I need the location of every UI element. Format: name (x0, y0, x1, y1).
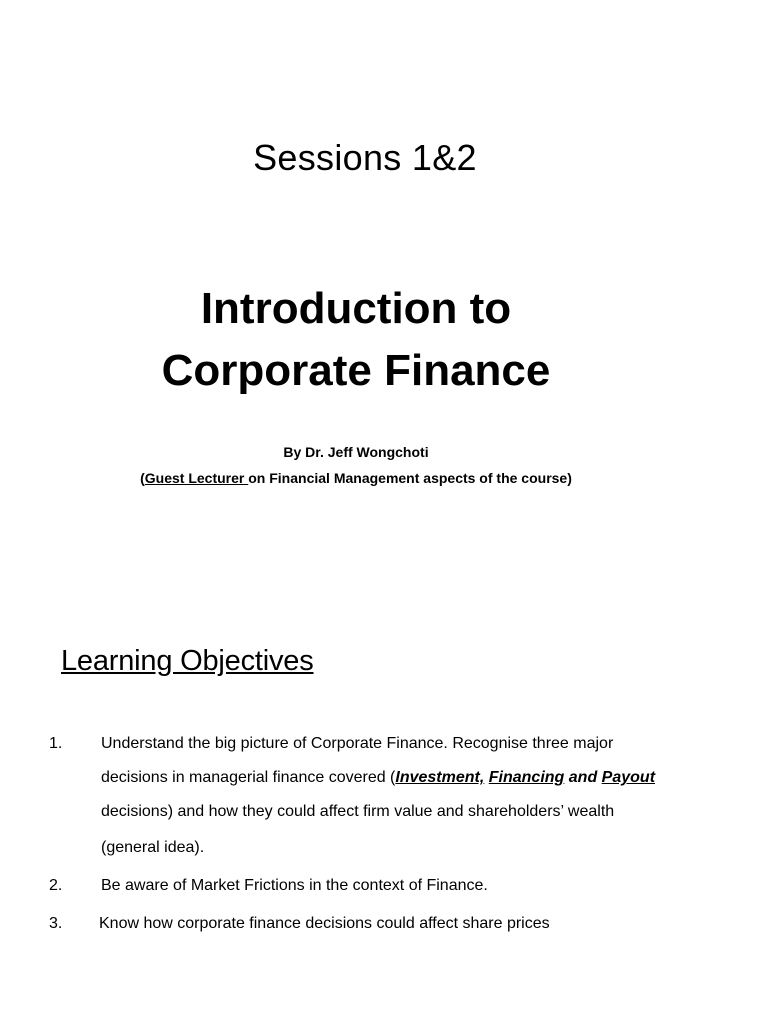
term-payout: Payout (601, 769, 656, 786)
term-and: and (564, 769, 602, 786)
main-title-line-2: Corporate Finance (161, 346, 551, 395)
objective-text-prefix: decisions in managerial finance covered ( (101, 769, 396, 786)
role-rest: on Financial Management aspects of the course) (248, 470, 572, 486)
lecturer-role (0, 469, 712, 487)
byline: By Dr. Jeff Wongchoti (283, 444, 429, 460)
session-title: Sessions 1&2 (253, 137, 477, 178)
objective-text-line-4: (general idea). (101, 839, 205, 856)
objective-number: 3. (49, 915, 63, 932)
main-title-line-1: Introduction to (200, 284, 512, 333)
objective-number: 2. (49, 877, 63, 894)
objective-text-line-1: Understand the big picture of Corporate Finance. Recognise three major (101, 735, 614, 752)
objective-text: Know how corporate finance decisions could affect share prices (99, 915, 550, 932)
role-open-paren: ( (140, 470, 145, 486)
objective-number: 1. (49, 735, 63, 752)
role-guest-lecturer: Guest Lecturer (144, 470, 249, 486)
term-financing: Financing (488, 769, 565, 786)
term-investment: Investment, (395, 769, 485, 786)
objective-text: Be aware of Market Frictions in the context of Finance. (101, 877, 488, 894)
objective-text-line-3: decisions) and how they could affect firm value and shareholders’ wealth (101, 803, 615, 820)
learning-objectives-heading: Learning Objectives (61, 645, 314, 677)
main-title (0, 278, 712, 402)
